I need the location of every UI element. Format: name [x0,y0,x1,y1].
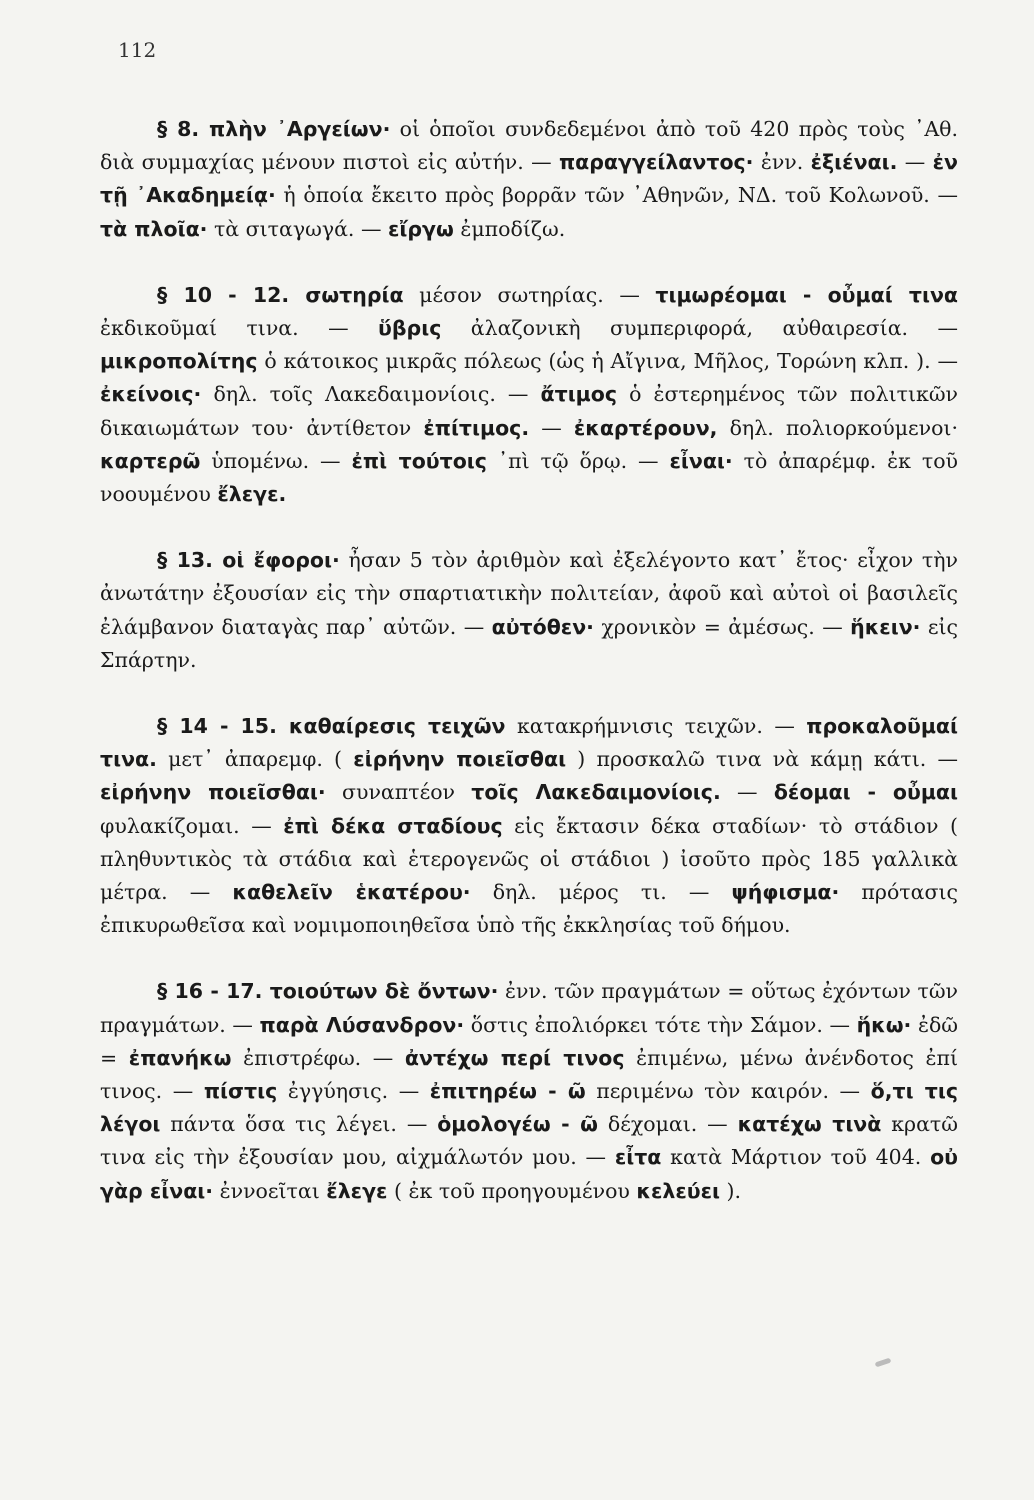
lemma-term: ἀντέχω περί τινος [404,1045,625,1070]
gloss-text: ἐνν. τῶν πραγμάτων = οὕτως ἐχόντων τῶν πραγμάτων. — [100,979,959,1037]
gloss-text: κατακρήμνισις τειχῶν. — [505,714,807,739]
lemma-term: εἰρήνην ποιεῖσθαι [353,747,567,772]
lemma-term: εἶτα [614,1145,662,1170]
lemma-term: πίστις [203,1079,278,1104]
gloss-text: ἐδῶ = [100,1012,958,1070]
lemma-term: § 10 - 12. σωτηρία [157,282,404,307]
gloss-text: ὁ κάτοικος μικρᾶς πόλεως (ὡς ἡ Αἴγινα, Μῆλος, Τορώνη κλπ. ). — [257,349,958,374]
gloss-text: δηλ. τοῖς Λακεδαιμονίοις. — [201,382,541,407]
lemma-term: προκαλοῦμαί τινα. [100,714,958,772]
lemma-term: καθελεῖν ἑκατέρου· [232,880,471,905]
gloss-text: ἐμποδίζω. [453,216,566,241]
lemma-term: ἔλεγε [326,1178,388,1203]
gloss-text: δηλ. πολιορκούμενοι· [717,415,958,440]
gloss-text: κατὰ Μάρτιον τοῦ 404. [661,1145,931,1170]
lemma-term: ἐκαρτέρουν, [573,415,718,440]
gloss-text: ἐνν. [753,150,811,175]
lemma-term: εἶναι· [669,448,733,473]
lemma-term: ψήφισμα· [731,880,840,905]
lemma-term: τὰ πλοῖα· [100,216,208,241]
lemma-term: εἴργω [387,216,454,241]
gloss-text: ἐκδικοῦμαί τινα. — [100,316,379,341]
lemma-term: § 13. οἱ ἔφοροι· [157,548,340,573]
gloss-text: δέχομαι. — [598,1112,738,1137]
gloss-text: εἰς ἔκτασιν δέκα σταδίων· τὸ στάδιον ( πληθυντικὸς τὰ στάδια καὶ ἑτερογενῶς οἱ στάδιοι ) ἰσοῦτο πρὸς 185 γαλλικὰ μέτρα. — [100,813,958,905]
gloss-text: πρότασις ἐπικυρωθεῖσα καὶ νομιμοποιηθεῖσα ὑπὸ τῆς ἐκκλησίας τοῦ δήμου. [100,880,958,938]
lemma-term: § 16 - 17. τοιούτων δὲ ὄντων· [157,979,499,1004]
gloss-text: ἐννοεῖται [213,1178,327,1203]
lemma-term: μικροπολίτης [100,349,258,374]
gloss-text: φυλακίζομαι. — [100,813,284,838]
lemma-term: § 14 - 15. καθαίρεσις τειχῶν [157,714,506,739]
gloss-text: ὅστις ἐπολιόρκει τότε τὴν Σάμον. — [464,1012,857,1037]
paragraph-section-8 [100,113,958,246]
gloss-text: — [897,150,933,175]
gloss-text: κρατῶ τινα εἰς τὴν ἐξουσίαν μου, αἰχμάλωτόν μου. — [100,1112,958,1170]
lemma-term: ὅ,τι τις λέγοι [100,1079,958,1137]
gloss-text: τὰ σιταγωγά. — [207,216,388,241]
lemma-term: τοῖς Λακεδαιμονίοις. [471,780,721,805]
lemma-term: ἐπὶ δέκα σταδίους [283,813,503,838]
gloss-text: συναπτέον [325,780,472,805]
lemma-term: παραγγείλαντος· [558,150,754,175]
paragraph-section-14-15 [100,710,958,942]
gloss-text: — [529,415,574,440]
paragraph-section-10-12 [100,279,958,511]
lemma-term: ἐπανήκω [128,1045,232,1070]
gloss-text: δηλ. μέρος τι. — [470,880,732,905]
gloss-text: ἐπιμένω, μένω ἀνένδοτος ἐπί τινος. — [100,1045,958,1104]
lemma-term: αὐτόθεν· [491,614,594,639]
page-body [100,113,958,1208]
lemma-term: ἄτιμος [540,382,618,407]
gloss-text: ὑπομένω. — [200,448,352,473]
ink-smudge [875,1358,892,1368]
gloss-text: ἐγγύησις. — [277,1079,430,1104]
lemma-term: ὁμολογέω - ῶ [437,1112,598,1137]
gloss-text: ᾿πὶ τῷ ὅρῳ. — [486,448,670,473]
gloss-text: ἡ ὁποία ἔκειτο πρὸς βορρᾶν τῶν ᾿Αθηνῶν, ΝΔ. τοῦ Κολωνοῦ. — [275,183,958,208]
lemma-term: ἐπὶ τούτοις [351,448,487,473]
gloss-text: ). [720,1178,742,1203]
lemma-term: εἰρήνην ποιεῖσθαι· [100,780,326,805]
lemma-term: ἐκείνοις· [100,382,202,407]
gloss-text: πάντα ὅσα τις λέγει. — [160,1112,438,1137]
lemma-term: κελεύει [636,1178,721,1203]
gloss-text: μετ᾿ ἀπαρεμφ. ( [156,747,354,772]
paragraph-section-13 [100,544,958,677]
paragraph-section-16-17 [100,975,958,1207]
lemma-term: οὐ γὰρ εἶναι· [100,1145,958,1203]
lemma-term: δέομαι - οὖμαι [773,780,958,805]
lemma-term: ἐν τῇ ᾿Ακαδημείᾳ· [100,150,958,208]
gloss-text: ὁ ἐστερημένος τῶν πολιτικῶν δικαιωμάτων του· ἀντίθετον [100,382,958,440]
lemma-term: ὕβρις [378,316,442,341]
lemma-term: παρὰ Λύσανδρον· [259,1012,465,1037]
lemma-term: ἔλεγε. [217,482,287,507]
gloss-text: ἀλαζονικὴ συμπεριφορά, αὐθαιρεσία. — [441,316,958,341]
lemma-term: ἥκω· [856,1012,912,1037]
lemma-term: τιμωρέομαι - οὖμαί τινα [655,282,958,307]
gloss-text: τὸ ἀπαρέμφ. ἐκ τοῦ νοουμένου [100,448,959,507]
lemma-term: ἐπιτηρέω - ῶ [429,1079,586,1104]
gloss-text: — [720,780,774,805]
gloss-text: εἰς Σπάρτην. [100,614,959,672]
gloss-text: οἱ ὁποῖοι συνδεδεμένοι ἀπὸ τοῦ 420 πρὸς τοὺς ᾿Αθ. διὰ συμμαχίας μένουν πιστοὶ εἰς αὐτήν. — [100,117,958,175]
lemma-term: κατέχω τινὰ [737,1112,882,1137]
lemma-term: ἥκειν· [850,614,921,639]
gloss-text: ) προσκαλῶ τινα νὰ κάμῃ κάτι. — [566,747,959,772]
page-number: 112 [118,38,157,62]
gloss-text: χρονικὸν = ἀμέσως. — [593,614,851,639]
gloss-text: ἐπιστρέφω. — [231,1045,405,1070]
gloss-text: περιμένω τὸν καιρόν. — [585,1079,871,1104]
lemma-term: ἐπίτιμος. [423,415,530,440]
lemma-term: καρτερῶ [100,448,201,473]
lemma-term: § 8. πλὴν ᾿Αργείων· [157,117,391,141]
lemma-term: ἐξιέναι. [810,150,898,175]
gloss-text: ἦσαν 5 τὸν ἀριθμὸν καὶ ἐξελέγοντο κατ᾿ ἔτος· εἶχον τὴν ἀνωτάτην ἐξουσίαν εἰς τὴν σπαρτιατικὴν πολιτείαν, ἀφοῦ καὶ αὐτοὶ οἱ βασιλεῖς ἐλάμβανον διαταγὰς παρ᾿ αὐτῶν. — [100,548,958,639]
gloss-text: μέσον σωτηρίας. — [403,282,656,307]
gloss-text: ( ἐκ τοῦ προηγουμένου [387,1178,637,1203]
